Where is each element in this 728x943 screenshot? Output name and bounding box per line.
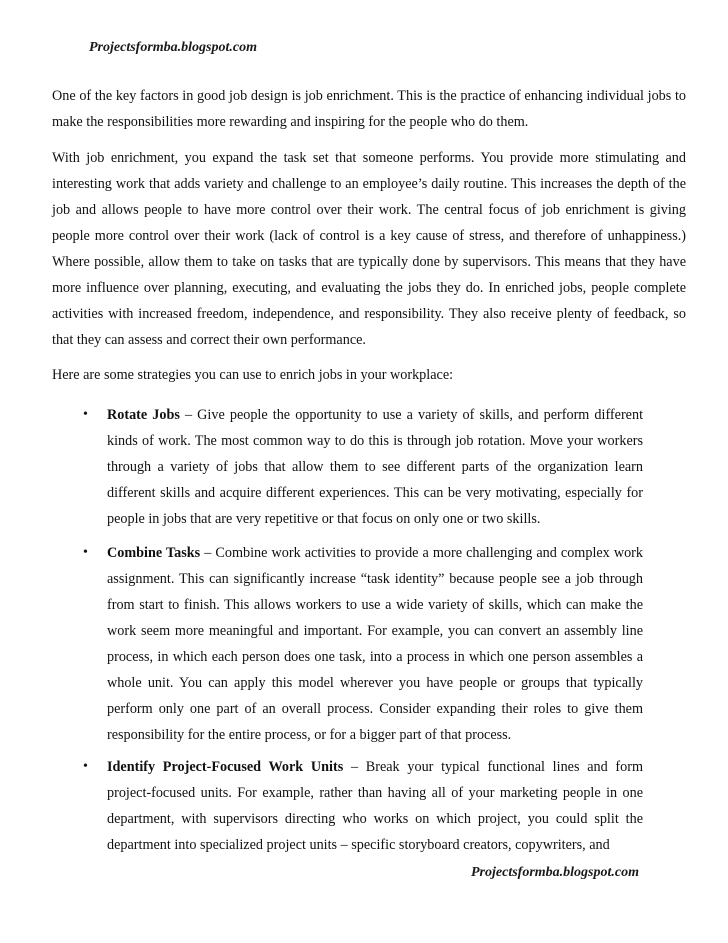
bullet-icon: •: [83, 545, 88, 560]
bullet-icon: •: [83, 407, 88, 422]
strategy-title: Combine Tasks: [107, 545, 201, 561]
strategies-intro: Here are some strategies you can use to enrich jobs in your workplace:: [52, 367, 454, 383]
strategy-text: – Break your typical functional lines and form project-focused units. For example, rather than having all of your marketing people in one department, with supervisors directing who works on which project, you could split the department into specialized project units – specific storyboard creators, copywriters, and: [107, 759, 643, 853]
footer-site-link[interactable]: Projectsformba.blogspot.com: [471, 865, 639, 880]
strategy-item-rotate-jobs: [83, 402, 644, 532]
intro-paragraph: One of the key factors in good job design is job enrichment. This is the practice of enhancing individual jobs to make the responsibilities more rewarding and inspiring for the people who do them.: [52, 88, 686, 130]
strategy-item-project-units: [83, 754, 643, 858]
enrichment-paragraph: With job enrichment, you expand the task set that someone performs. You provide more stimulating and interesting work that adds variety and challenge to an employee’s daily routine. This increases the depth of the job and allows people to have more control over their work. The central focus of job enrichment is giving people more control over their work (lack of control is a key cause of stress, and therefore of unhappiness.) Where possible, allow them to take on tasks that are typically done by supervisors. This means that they have more influence over planning, executing, and evaluating the jobs they do. In enriched jobs, people complete activities with increased freedom, independence, and responsibility. They also receive plenty of feedback, so that they can assess and correct their own performance.: [52, 150, 686, 348]
strategy-item-combine-tasks: [83, 540, 643, 748]
bullet-icon: •: [83, 759, 88, 774]
strategy-text: – Give people the opportunity to use a variety of skills, and perform different kinds of work. The most common way to do this is through job rotation. Move your workers through a variety of jobs that allow them to see different parts of the organization learn different skills and acquire different experiences. This can be very motivating, especially for people in jobs that are very repetitive or that focus on only one or two skills.: [107, 407, 644, 527]
header-site-link[interactable]: Projectsformba.blogspot.com: [89, 40, 257, 55]
strategy-title: Identify Project-Focused Work Units: [107, 759, 344, 775]
strategy-title: Rotate Jobs: [107, 407, 180, 423]
strategy-text: – Combine work activities to provide a more challenging and complex work assignment. This can significantly increase “task identity” because people see a job through from start to finish. This allows workers to use a wide variety of skills, which can make the work seem more meaningful and important. For example, you can convert an assembly line process, in which each person does one task, into a process in which one person assembles a whole unit. You can apply this model wherever you have people or groups that typically perform only one part of an overall process. Consider expanding their roles to give them responsibility for the entire process, or for a bigger part of that process.: [107, 545, 643, 743]
